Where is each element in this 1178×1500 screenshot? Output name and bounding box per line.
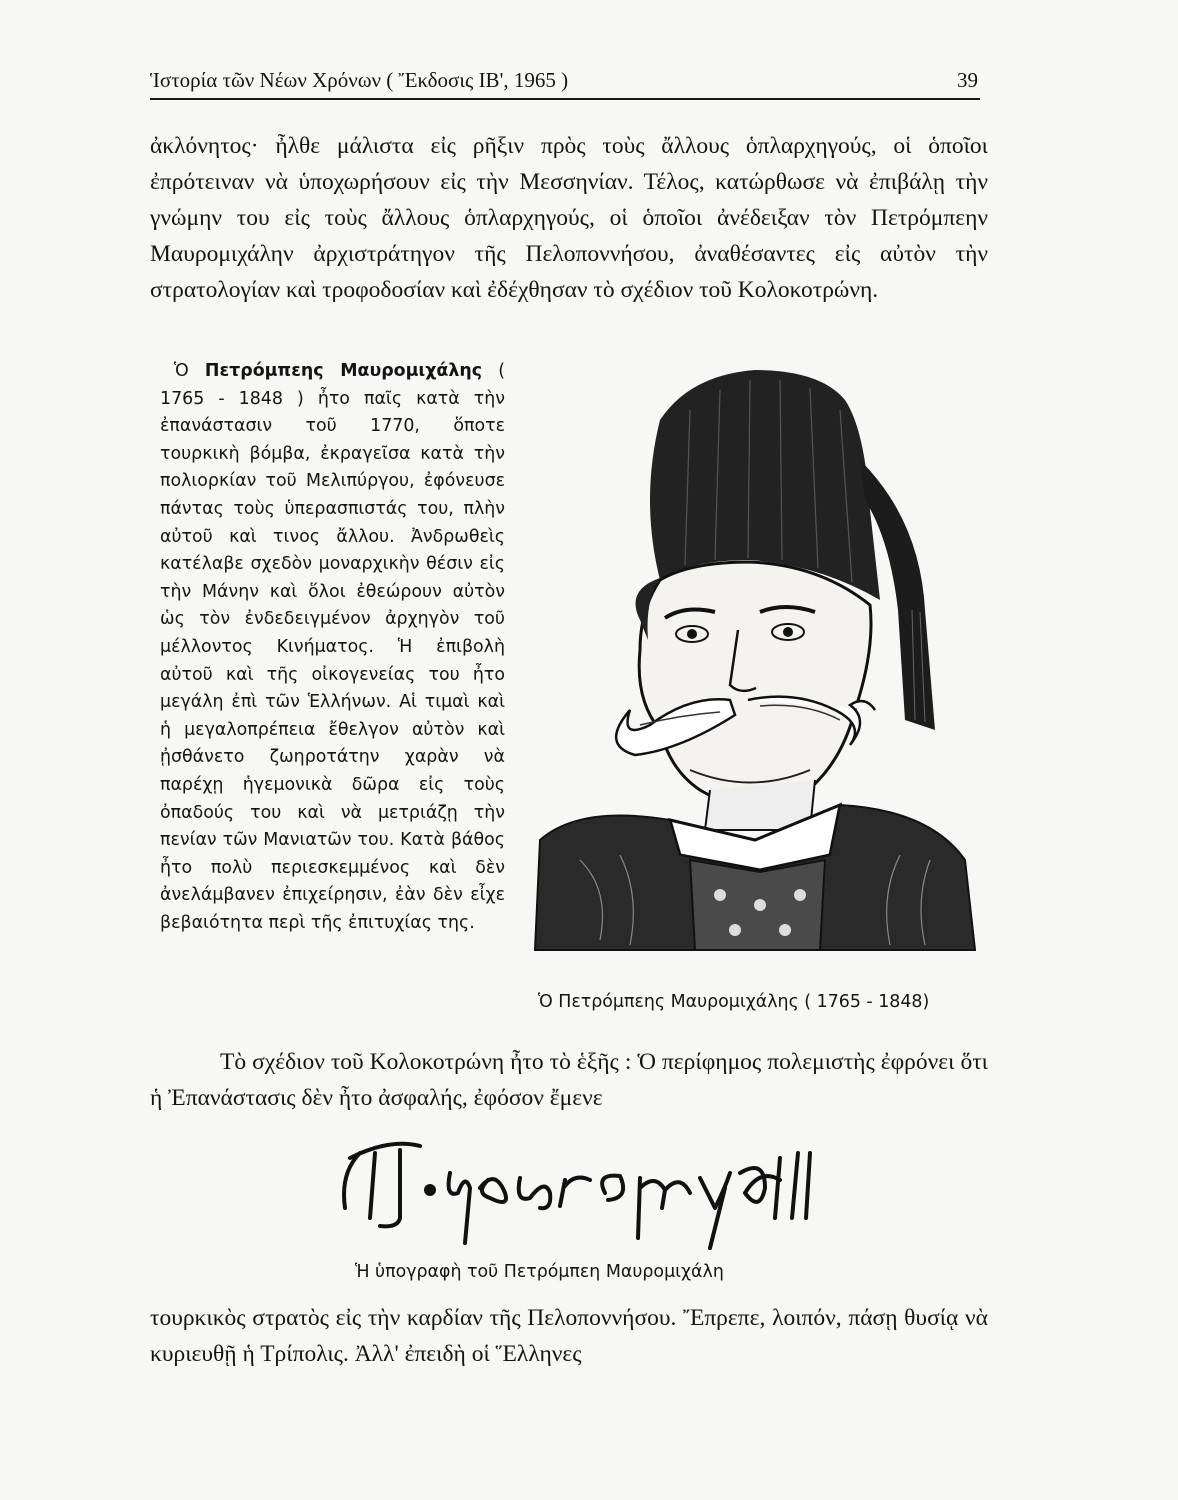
paragraph-3: τουρκικὸς στρατὸς εἰς τὴν καρδίαν τῆς Πελοποννήσου. Ἔπρεπε, λοιπόν, πάσῃ θυσίᾳ νὰ κυριευθῇ ἡ Τρίπολις. Ἀλλ' ἐπειδὴ οἱ Ἕλληνες bbox=[150, 1305, 988, 1367]
sidebar-lead-name: Πετρόμπεης Μαυρομιχάλης bbox=[204, 361, 483, 381]
paragraph-1: ἀκλόνητος· ἦλθε μάλιστα εἰς ρῆξιν πρὸς τοὺς ἄλλους ὁπλαρχηγούς, οἱ ὁποῖοι ἐπρότειναν νὰ ὑποχωρήσουν εἰς τὴν Μεσσηνίαν. Τέλος, κατώρθωσε νὰ ἐπιβάλῃ τὴν γνώμην του εἰς τοὺς ἄλλους ὁπλαρχηγούς, οἱ ὁποῖοι ἀνέδειξαν τὸν Πετρόμπεην Μαυρομιχάλην ἀρχιστράτηγον τῆς Πελοποννήσου, ἀναθέσαντες εἰς αὐτὸν τὴν στρατολογίαν καὶ τροφοδοσίαν καὶ ἐδέχθησαν τὸ σχέδιον τοῦ Κολοκοτρώνη. bbox=[150, 133, 988, 303]
sidebar-text: ( 1765 - 1848 ) ἦτο παῖς κατὰ τὴν ἐπανάστασιν τοῦ 1770, ὅποτε τουρκικὴ βόμβα, ἐκραγεῖσα κατὰ τὴν πολιορκίαν τοῦ Μελιπύργου, ἐφόνευσε πάντας τοὺς ὑπερασπιστάς του, πλὴν αὐτοῦ καὶ τινος ἄλλου. Ἀνδρωθεὶς κατέλαβε σχεδὸν μοναρχικὴν θέσιν εἰς τὴν Μάνην καὶ ὅλοι ἐθεώρουν αὐτὸν ὡς τὸν ἐνδεδειγμένον ἀρχηγὸν τοῦ μέλλοντος Κινήματος. Ἡ ἐπιβολὴ αὐτοῦ καὶ τῆς οἰκογενείας του ἦτο μεγάλη ἐπὶ τῶν Ἑλλήνων. Αἱ τιμαὶ καὶ ἡ μεγαλοπρέπεια ἔθελγον αὐτὸν καὶ ᾐσθάνετο ζωηροτάτην χαρὰν νὰ παρέχῃ ἡγεμονικὰ δῶρα εἰς τοὺς ὀπαδούς του καὶ νὰ μετριάζῃ τὴν πενίαν τῶν Μανιατῶν του. Κατὰ βάθος ἦτο πολὺ περιεσκεμμένος καὶ δὲν ἀνελάμβανεν ἐπιχείρησιν, ἐὰν δὲν εἶχε βεβαιότητα περὶ τῆς ἐπιτυχίας της. bbox=[160, 361, 506, 933]
signature-image bbox=[320, 1118, 840, 1258]
page-number: 39 bbox=[957, 68, 978, 92]
paragraph-2: Τὸ σχέδιον τοῦ Κολοκοτρώνη ἦτο τὸ ἑξῆς : Ὁ περίφημος πολεμιστὴς ἐφρόνει ὅτι ἡ Ἐπανάστασις δὲν ἦτο ἀσφαλής, ἐφόσον ἔμενε bbox=[150, 1049, 988, 1111]
page-header bbox=[150, 64, 980, 100]
portrait-caption: Ὁ Πετρόμπεης Μαυρομιχάλης ( 1765 - 1848) bbox=[538, 992, 930, 1012]
biography-sidebar bbox=[160, 358, 505, 937]
signature-caption: Ἡ ὑπογραφὴ τοῦ Πετρόμπεη Μαυρομιχάλη bbox=[355, 1262, 724, 1282]
running-title: Ἱστορία τῶν Νέων Χρόνων ( Ἔκδοσις ΙΒ', 1965 ) bbox=[150, 68, 569, 92]
portrait-illustration bbox=[520, 350, 990, 990]
sidebar-lead-article: Ὁ bbox=[174, 361, 189, 381]
